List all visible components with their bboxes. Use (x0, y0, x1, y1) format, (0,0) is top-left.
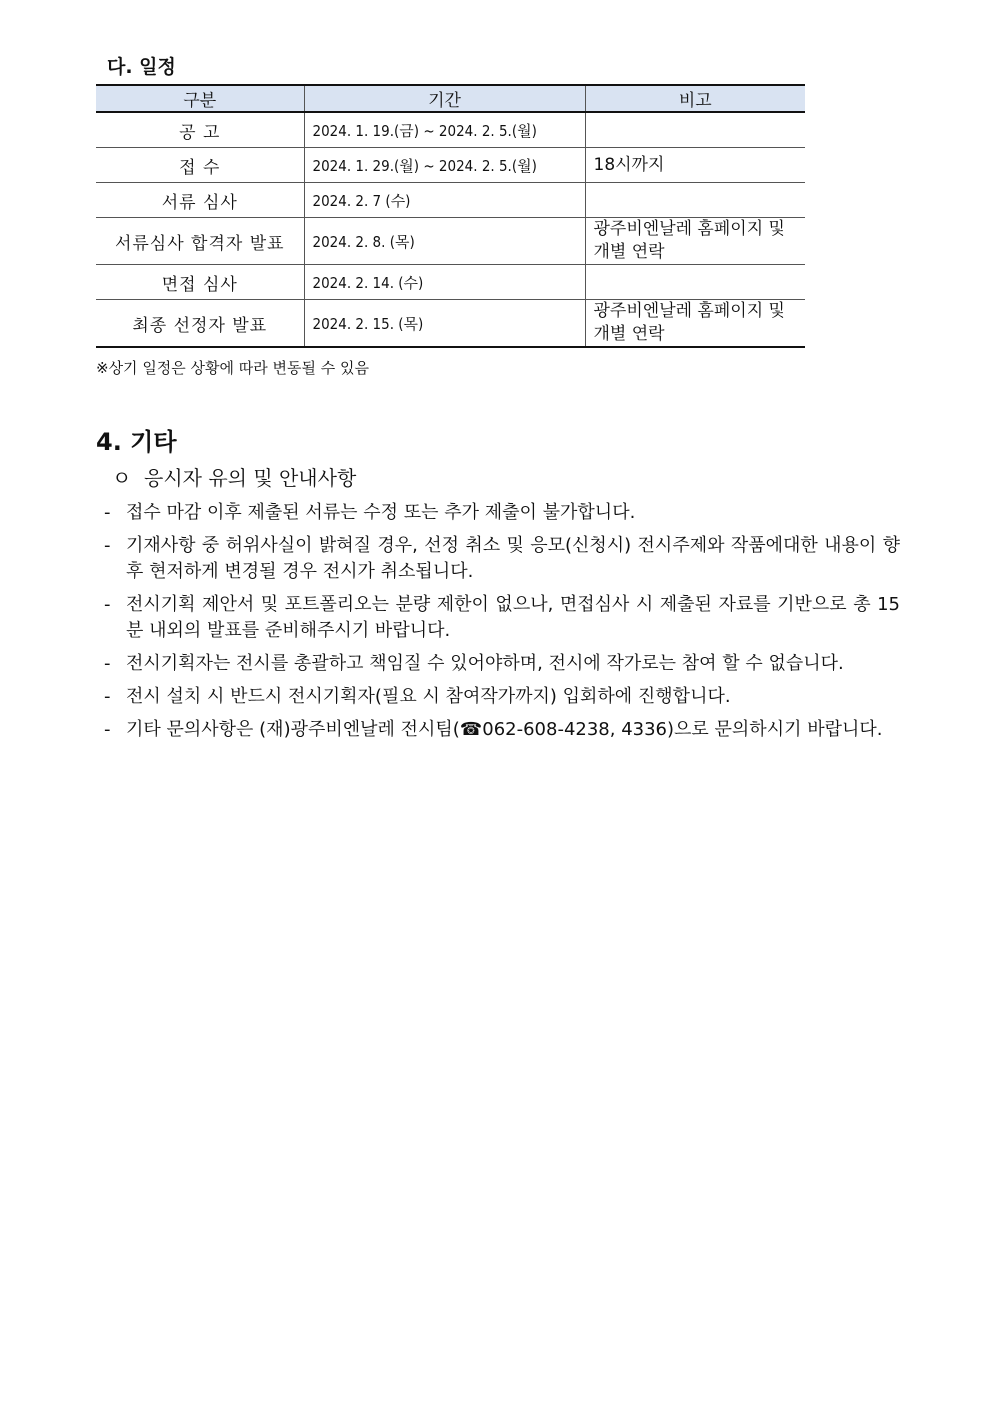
table-row (96, 218, 805, 265)
list-item (104, 651, 900, 677)
row-note: 광주비엔날레 홈페이지 및 개별 연락 (585, 218, 805, 265)
table-row (96, 183, 805, 218)
list-item (104, 592, 900, 644)
table-row (96, 112, 805, 148)
row-category: 서류 심사 (96, 183, 304, 218)
list-item-text: 전시기획 제안서 및 포트폴리오는 분량 제한이 없으나, 면접심사 시 제출된 자료를 기반으로 총 15분 내외의 발표를 준비해주시기 바랍니다. (126, 594, 900, 641)
row-category: 서류심사 합격자 발표 (96, 218, 304, 265)
dash-bullet-icon: - (104, 594, 111, 615)
row-note: 18시까지 (585, 148, 805, 183)
row-category: 접 수 (96, 148, 304, 183)
row-period: 2024. 2. 7 (수) (304, 183, 585, 218)
schedule-header-row (96, 85, 805, 112)
row-note (585, 265, 805, 300)
section-title: 4. 기타 (96, 428, 177, 456)
list-item-text: 기재사항 중 허위사실이 밝혀질 경우, 선정 취소 및 응모(신청시) 전시주제와 작품에대한 내용이 향후 현저하게 변경될 경우 전시가 취소됩니다. (126, 535, 900, 582)
table-row (96, 300, 805, 348)
schedule-table (96, 84, 805, 348)
dash-bullet-icon: - (104, 502, 111, 523)
list-item-text: 전시 설치 시 반드시 전시기획자(필요 시 참여작가까지) 입회하에 진행합니다. (126, 686, 731, 707)
row-note (585, 112, 805, 148)
list-item (104, 533, 900, 585)
list-item-text: 접수 마감 이후 제출된 서류는 수정 또는 추가 제출이 불가합니다. (126, 502, 636, 523)
table-row (96, 148, 805, 183)
circle-bullet-icon: ㅇ (112, 466, 132, 490)
row-period: 2024. 1. 19.(금) ~ 2024. 2. 5.(월) (304, 112, 585, 148)
schedule-heading: 다. 일정 (107, 56, 176, 78)
schedule-footnote: ※상기 일정은 상황에 따라 변동될 수 있음 (96, 359, 370, 377)
row-category: 면접 심사 (96, 265, 304, 300)
row-note (585, 183, 805, 218)
list-item-text: 전시기획자는 전시를 총괄하고 책임질 수 있어야하며, 전시에 작가로는 참여 할 수 없습니다. (126, 653, 844, 674)
row-period: 2024. 1. 29.(월) ~ 2024. 2. 5.(월) (304, 148, 585, 183)
dash-bullet-icon: - (104, 535, 111, 556)
subsection-heading (112, 462, 356, 491)
dash-bullet-icon: - (104, 719, 111, 740)
table-row (96, 265, 805, 300)
list-item (104, 684, 900, 710)
list-item (104, 717, 900, 743)
dash-bullet-icon: - (104, 653, 111, 674)
row-period: 2024. 2. 14. (수) (304, 265, 585, 300)
notice-list (104, 500, 900, 750)
list-item (104, 500, 900, 526)
subsection-title: 응시자 유의 및 안내사항 (144, 466, 357, 490)
row-category: 최종 선정자 발표 (96, 300, 304, 348)
column-header-note: 비고 (585, 85, 805, 112)
dash-bullet-icon: - (104, 686, 111, 707)
column-header-category: 구분 (96, 85, 304, 112)
column-header-period: 기간 (304, 85, 585, 112)
row-period: 2024. 2. 15. (목) (304, 300, 585, 348)
list-item-text: 기타 문의사항은 (재)광주비엔날레 전시팀(☎062-608-4238, 4336)으로 문의하시기 바랍니다. (126, 719, 883, 740)
row-category: 공 고 (96, 112, 304, 148)
row-period: 2024. 2. 8. (목) (304, 218, 585, 265)
row-note: 광주비엔날레 홈페이지 및 개별 연락 (585, 300, 805, 348)
